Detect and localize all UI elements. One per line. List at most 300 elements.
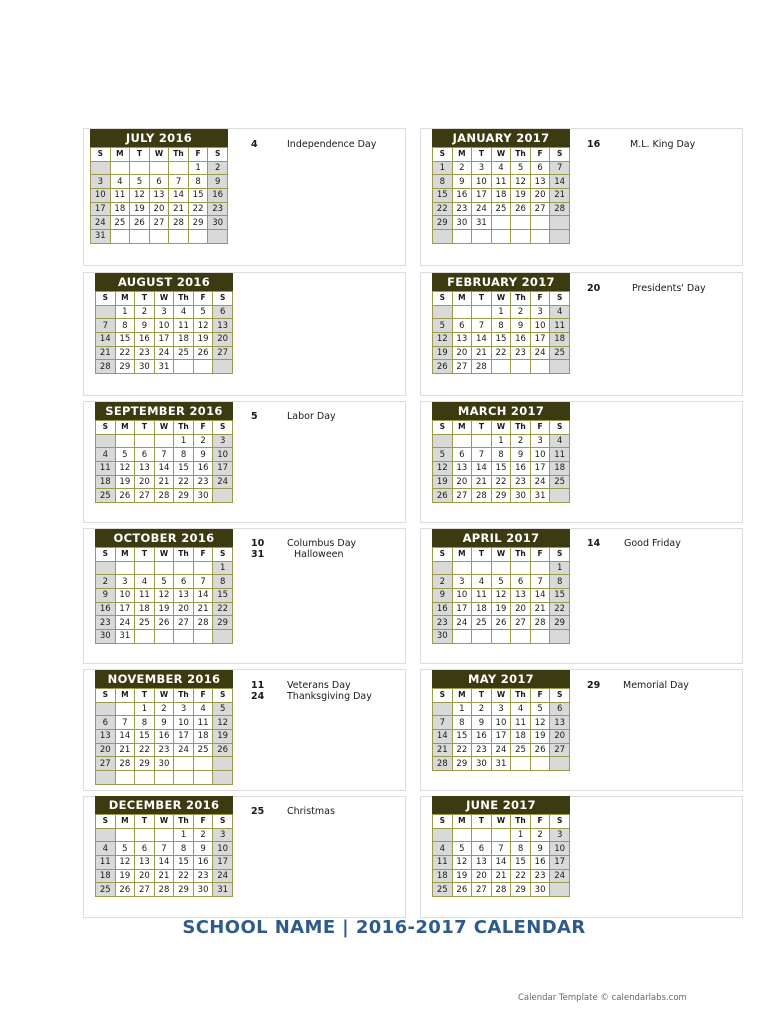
month-grid	[95, 291, 233, 374]
holiday-name: Christmas	[287, 806, 335, 817]
day-cell: 27	[174, 616, 194, 630]
day-cell: 3	[115, 575, 135, 589]
day-cell: 24	[154, 346, 174, 360]
day-cell	[530, 757, 550, 771]
weekday-label: S	[213, 421, 233, 435]
day-cell: 15	[174, 462, 194, 476]
week-row	[433, 883, 570, 897]
day-cell: 10	[491, 716, 511, 730]
month-title: JUNE 2017	[432, 796, 570, 814]
day-cell: 17	[213, 856, 233, 870]
day-cell: 25	[110, 216, 130, 230]
day-cell: 5	[115, 448, 135, 462]
day-cell: 16	[193, 856, 213, 870]
week-row	[433, 630, 570, 644]
day-cell: 14	[530, 589, 550, 603]
week-row	[433, 616, 570, 630]
day-cell: 10	[530, 448, 550, 462]
day-cell	[511, 230, 531, 244]
day-cell: 19	[154, 602, 174, 616]
month-grid	[432, 688, 570, 771]
day-cell: 9	[193, 842, 213, 856]
day-cell: 1	[511, 828, 531, 842]
day-cell	[511, 630, 531, 644]
day-cell: 16	[208, 189, 228, 203]
week-row	[91, 216, 228, 230]
day-cell	[149, 161, 169, 175]
day-cell	[491, 828, 511, 842]
weekday-label: S	[550, 148, 570, 162]
day-cell	[193, 360, 213, 374]
week-row	[433, 346, 570, 360]
day-cell: 28	[154, 883, 174, 897]
day-cell: 14	[472, 333, 492, 347]
day-cell	[135, 434, 155, 448]
month-calendar	[432, 273, 570, 374]
day-cell	[472, 230, 492, 244]
weekday-label: W	[149, 148, 169, 162]
day-cell	[130, 230, 150, 244]
day-cell: 8	[135, 716, 155, 730]
day-cell: 26	[115, 489, 135, 503]
day-cell: 30	[193, 489, 213, 503]
weekday-label: Th	[174, 292, 194, 306]
day-cell: 26	[530, 743, 550, 757]
day-cell: 7	[154, 842, 174, 856]
day-cell: 21	[530, 602, 550, 616]
month-calendar	[432, 529, 570, 644]
day-cell: 24	[530, 475, 550, 489]
weekday-label: S	[433, 815, 453, 829]
day-cell: 12	[452, 856, 472, 870]
day-cell: 18	[433, 869, 453, 883]
month-title: APRIL 2017	[432, 529, 570, 547]
day-cell: 1	[188, 161, 208, 175]
day-cell	[130, 161, 150, 175]
day-cell: 17	[213, 462, 233, 476]
day-cell: 9	[511, 448, 531, 462]
month-calendar	[432, 796, 570, 897]
day-cell: 28	[193, 616, 213, 630]
day-cell: 31	[491, 757, 511, 771]
day-cell: 10	[174, 716, 194, 730]
holiday-name: Independence Day	[287, 139, 377, 150]
day-cell: 19	[193, 333, 213, 347]
week-row	[433, 305, 570, 319]
day-cell: 11	[550, 448, 570, 462]
day-cell: 26	[433, 360, 453, 374]
day-cell: 6	[530, 161, 550, 175]
day-cell: 21	[154, 475, 174, 489]
day-cell	[511, 360, 531, 374]
day-cell: 11	[511, 716, 531, 730]
day-cell: 16	[511, 462, 531, 476]
weekday-label: F	[193, 815, 213, 829]
day-cell: 4	[174, 305, 194, 319]
month-grid	[432, 147, 570, 244]
day-cell: 5	[530, 702, 550, 716]
day-cell: 24	[550, 869, 570, 883]
day-cell: 12	[130, 189, 150, 203]
holiday-date: 20	[587, 283, 601, 294]
day-cell: 28	[530, 616, 550, 630]
day-cell: 21	[193, 602, 213, 616]
day-cell: 18	[472, 602, 492, 616]
day-cell: 23	[208, 202, 228, 216]
day-cell	[174, 757, 194, 771]
day-cell: 22	[135, 743, 155, 757]
day-cell: 16	[530, 856, 550, 870]
day-cell	[511, 216, 531, 230]
day-cell: 19	[433, 475, 453, 489]
week-row	[433, 716, 570, 730]
day-cell: 16	[433, 602, 453, 616]
day-cell: 11	[472, 589, 492, 603]
day-cell: 30	[511, 489, 531, 503]
weekday-label: T	[472, 815, 492, 829]
day-cell: 25	[174, 346, 194, 360]
day-cell: 29	[174, 883, 194, 897]
day-cell: 3	[491, 702, 511, 716]
day-cell	[154, 561, 174, 575]
day-cell: 8	[174, 448, 194, 462]
weekday-label: S	[208, 148, 228, 162]
day-cell: 13	[511, 589, 531, 603]
day-cell: 3	[452, 575, 472, 589]
day-cell: 23	[530, 869, 550, 883]
weekday-header-row	[433, 689, 570, 703]
weekday-label: F	[530, 689, 550, 703]
day-cell: 2	[96, 575, 116, 589]
weekday-label: F	[530, 421, 550, 435]
day-cell: 7	[96, 319, 116, 333]
day-cell: 10	[91, 189, 111, 203]
day-cell: 2	[472, 702, 492, 716]
day-cell: 26	[154, 616, 174, 630]
day-cell: 9	[433, 589, 453, 603]
day-cell: 17	[91, 202, 111, 216]
month-calendar	[95, 273, 233, 374]
weekday-label: Th	[174, 815, 194, 829]
day-cell: 22	[174, 475, 194, 489]
day-cell: 22	[188, 202, 208, 216]
day-cell: 11	[491, 175, 511, 189]
day-cell: 26	[491, 616, 511, 630]
day-cell: 9	[96, 589, 116, 603]
day-cell: 5	[491, 575, 511, 589]
day-cell: 27	[213, 346, 233, 360]
day-cell: 14	[491, 856, 511, 870]
day-cell: 20	[550, 730, 570, 744]
weekday-label: F	[530, 148, 550, 162]
day-cell: 18	[550, 333, 570, 347]
day-cell: 26	[452, 883, 472, 897]
month-grid	[432, 291, 570, 374]
day-cell: 4	[193, 702, 213, 716]
weekday-label: S	[550, 292, 570, 306]
day-cell	[213, 757, 233, 771]
day-cell: 1	[174, 434, 194, 448]
page-title: SCHOOL NAME | 2016-2017 CALENDAR	[182, 917, 586, 938]
weekday-label: S	[550, 548, 570, 562]
day-cell: 29	[452, 757, 472, 771]
week-row	[96, 856, 233, 870]
weekday-label: Th	[511, 148, 531, 162]
holiday-date: 25	[251, 806, 265, 817]
day-cell: 4	[550, 305, 570, 319]
day-cell	[491, 216, 511, 230]
day-cell: 19	[530, 730, 550, 744]
week-row	[433, 702, 570, 716]
day-cell: 19	[433, 346, 453, 360]
month-title: FEBRUARY 2017	[432, 273, 570, 291]
weekday-label: S	[213, 548, 233, 562]
day-cell: 22	[491, 475, 511, 489]
week-row	[96, 616, 233, 630]
day-cell: 14	[193, 589, 213, 603]
day-cell: 3	[91, 175, 111, 189]
day-cell: 27	[452, 489, 472, 503]
day-cell: 26	[193, 346, 213, 360]
week-row	[433, 757, 570, 771]
day-cell: 9	[154, 716, 174, 730]
day-cell	[433, 305, 453, 319]
weekday-label: Th	[511, 548, 531, 562]
day-cell: 16	[96, 602, 116, 616]
day-cell: 7	[169, 175, 189, 189]
day-cell	[530, 216, 550, 230]
day-cell: 6	[149, 175, 169, 189]
day-cell: 18	[511, 730, 531, 744]
day-cell	[115, 702, 135, 716]
day-cell: 24	[115, 616, 135, 630]
day-cell: 27	[135, 883, 155, 897]
day-cell: 25	[193, 743, 213, 757]
day-cell: 1	[452, 702, 472, 716]
weekday-label: S	[96, 689, 116, 703]
day-cell: 13	[135, 462, 155, 476]
day-cell	[550, 630, 570, 644]
day-cell: 28	[154, 489, 174, 503]
day-cell: 22	[491, 346, 511, 360]
day-cell: 20	[452, 475, 472, 489]
week-row	[96, 842, 233, 856]
day-cell: 20	[135, 475, 155, 489]
weekday-label: S	[550, 421, 570, 435]
day-cell	[433, 434, 453, 448]
weekday-header-row	[433, 548, 570, 562]
week-row	[96, 716, 233, 730]
day-cell: 19	[511, 189, 531, 203]
day-cell: 20	[149, 202, 169, 216]
day-cell	[550, 230, 570, 244]
weekday-label: F	[193, 548, 213, 562]
week-row	[433, 216, 570, 230]
day-cell: 11	[96, 462, 116, 476]
day-cell	[110, 161, 130, 175]
weekday-label: T	[130, 148, 150, 162]
day-cell: 22	[174, 869, 194, 883]
weekday-label: M	[452, 148, 472, 162]
day-cell: 24	[472, 202, 492, 216]
holiday-name: Thanksgiving Day	[287, 691, 372, 702]
footer-credit: Calendar Template © calendarlabs.com	[518, 993, 687, 1003]
week-row	[433, 589, 570, 603]
day-cell	[96, 702, 116, 716]
week-row	[91, 202, 228, 216]
day-cell	[530, 230, 550, 244]
day-cell	[174, 771, 194, 785]
week-row	[96, 360, 233, 374]
day-cell: 16	[452, 189, 472, 203]
weekday-header-row	[433, 421, 570, 435]
day-cell: 13	[530, 175, 550, 189]
week-row	[96, 883, 233, 897]
day-cell	[472, 561, 492, 575]
weekday-label: T	[472, 689, 492, 703]
weekday-label: S	[96, 421, 116, 435]
weekday-label: W	[491, 548, 511, 562]
week-row	[433, 448, 570, 462]
weekday-label: T	[472, 148, 492, 162]
week-row	[433, 333, 570, 347]
week-row	[91, 161, 228, 175]
week-row	[433, 230, 570, 244]
day-cell	[115, 771, 135, 785]
day-cell: 5	[115, 842, 135, 856]
weekday-label: Th	[511, 292, 531, 306]
holiday-name: Presidents' Day	[632, 283, 706, 294]
day-cell: 17	[472, 189, 492, 203]
week-row	[433, 561, 570, 575]
holiday-name: Good Friday	[624, 538, 681, 549]
weekday-label: Th	[169, 148, 189, 162]
day-cell: 28	[115, 757, 135, 771]
day-cell	[213, 489, 233, 503]
day-cell: 21	[169, 202, 189, 216]
day-cell	[433, 702, 453, 716]
day-cell: 2	[193, 828, 213, 842]
day-cell: 28	[472, 360, 492, 374]
day-cell	[213, 630, 233, 644]
holiday-name: Columbus Day	[287, 538, 357, 549]
day-cell: 23	[96, 616, 116, 630]
day-cell: 30	[154, 757, 174, 771]
day-cell: 3	[174, 702, 194, 716]
day-cell: 25	[550, 475, 570, 489]
weekday-label: S	[96, 815, 116, 829]
holiday-date: 11	[251, 680, 265, 691]
week-row	[91, 175, 228, 189]
day-cell: 22	[115, 346, 135, 360]
day-cell	[550, 360, 570, 374]
day-cell: 5	[154, 575, 174, 589]
week-row	[96, 319, 233, 333]
day-cell: 25	[96, 883, 116, 897]
day-cell	[96, 305, 116, 319]
weekday-header-row	[91, 148, 228, 162]
week-row	[433, 869, 570, 883]
day-cell: 24	[530, 346, 550, 360]
week-row	[96, 448, 233, 462]
weekday-label: F	[530, 292, 550, 306]
day-cell: 19	[115, 869, 135, 883]
day-cell: 20	[135, 869, 155, 883]
day-cell: 27	[530, 202, 550, 216]
day-cell	[472, 305, 492, 319]
day-cell: 29	[511, 883, 531, 897]
day-cell: 29	[433, 216, 453, 230]
weekday-label: M	[115, 421, 135, 435]
day-cell: 3	[213, 434, 233, 448]
day-cell	[154, 434, 174, 448]
day-cell	[169, 161, 189, 175]
day-cell	[511, 561, 531, 575]
week-row	[96, 757, 233, 771]
day-cell: 13	[135, 856, 155, 870]
month-calendar	[95, 402, 233, 503]
week-row	[433, 175, 570, 189]
month-title: MARCH 2017	[432, 402, 570, 420]
weekday-label: W	[154, 292, 174, 306]
day-cell: 11	[193, 716, 213, 730]
weekday-label: F	[530, 548, 550, 562]
day-cell: 9	[511, 319, 531, 333]
week-row	[96, 771, 233, 785]
day-cell	[174, 630, 194, 644]
weekday-label: M	[452, 292, 472, 306]
week-row	[433, 730, 570, 744]
day-cell: 2	[530, 828, 550, 842]
day-cell: 22	[213, 602, 233, 616]
day-cell: 7	[433, 716, 453, 730]
weekday-label: F	[193, 421, 213, 435]
day-cell	[135, 771, 155, 785]
day-cell: 21	[115, 743, 135, 757]
day-cell: 6	[96, 716, 116, 730]
month-calendar	[95, 796, 233, 897]
week-row	[91, 230, 228, 244]
weekday-label: M	[452, 421, 472, 435]
day-cell: 11	[550, 319, 570, 333]
weekday-label: W	[491, 148, 511, 162]
day-cell: 29	[135, 757, 155, 771]
holiday-date: 4	[251, 139, 258, 150]
weekday-header-row	[96, 421, 233, 435]
day-cell: 12	[433, 333, 453, 347]
day-cell	[213, 360, 233, 374]
day-cell	[96, 561, 116, 575]
day-cell	[169, 230, 189, 244]
day-cell: 29	[174, 489, 194, 503]
day-cell: 13	[472, 856, 492, 870]
day-cell: 19	[130, 202, 150, 216]
weekday-label: T	[135, 548, 155, 562]
weekday-label: T	[135, 421, 155, 435]
week-row	[91, 189, 228, 203]
day-cell: 14	[472, 462, 492, 476]
day-cell: 4	[491, 161, 511, 175]
day-cell: 14	[115, 730, 135, 744]
day-cell	[208, 230, 228, 244]
day-cell: 10	[213, 842, 233, 856]
day-cell: 11	[433, 856, 453, 870]
week-row	[96, 730, 233, 744]
day-cell: 23	[193, 869, 213, 883]
week-row	[96, 630, 233, 644]
day-cell: 14	[96, 333, 116, 347]
weekday-label: S	[213, 292, 233, 306]
